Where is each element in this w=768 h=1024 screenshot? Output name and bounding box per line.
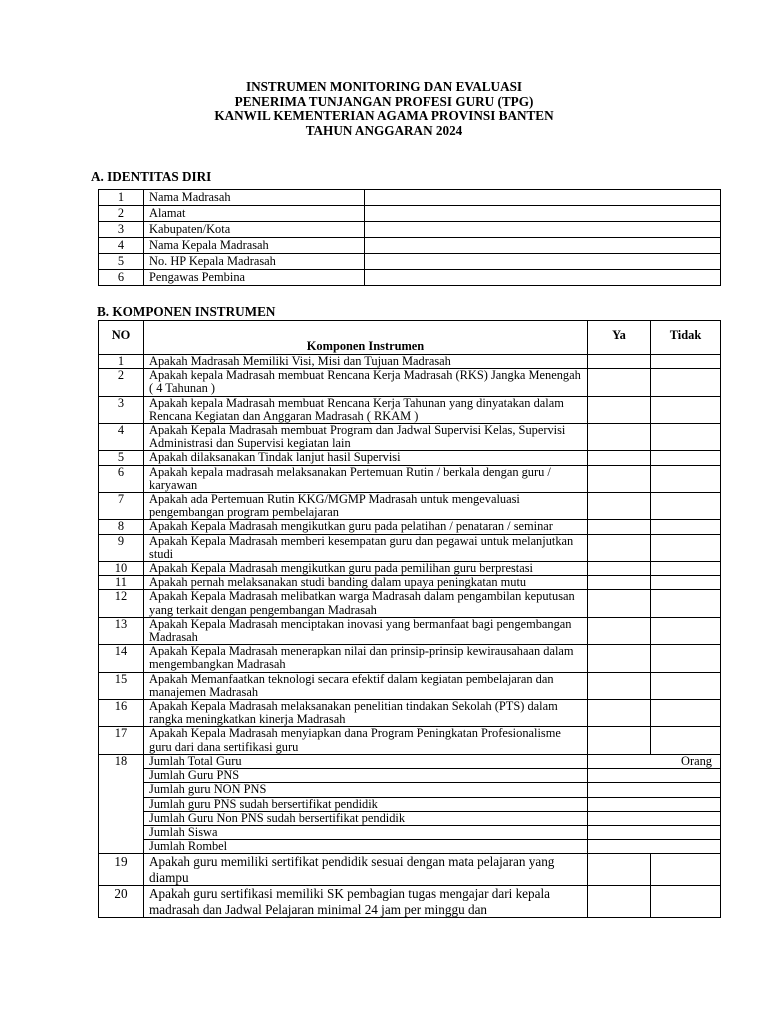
section-b-heading: B. KOMPONEN INSTRUMEN [97,304,276,319]
item-number: 7 [99,493,144,520]
item-number: 11 [99,576,144,590]
item-number: 4 [99,424,144,451]
ya-cell[interactable] [588,369,651,396]
ya-cell[interactable] [588,672,651,699]
tidak-cell[interactable] [651,396,721,423]
row-label: Nama Madrasah [144,190,365,206]
table-row [99,886,721,918]
ya-cell[interactable] [588,617,651,644]
item-question: Apakah guru sertifikasi memiliki SK pembagian tugas mengajar dari kepala madrasah dan Jadwal Pelajaran minimal 24 jam per minggu dan [144,886,588,918]
item-question: Apakah Kepala Madrasah mengikutkan guru pada pemilihan guru berprestasi [144,562,588,576]
tidak-cell[interactable] [651,465,721,492]
item-question: Apakah Kepala Madrasah mengikutkan guru pada pelatihan / penataran / seminar [144,520,588,534]
table-row [99,493,721,520]
count-value-field[interactable] [588,783,721,797]
item-number: 20 [99,886,144,918]
table-row [99,854,721,886]
title-line-1: INSTRUMEN MONITORING DAN EVALUASI [245,79,523,94]
item-question: Apakah Kepala Madrasah menerapkan nilai dan prinsip-prinsip kewirausahaan dalam mengembangkan Madrasah [144,645,588,672]
ya-cell[interactable] [588,562,651,576]
item-question: Apakah kepala madrasah melaksanakan Pertemuan Rutin / berkala dengan guru / karyawan [144,465,588,492]
ya-cell[interactable] [588,700,651,727]
item-question: Apakah Kepala Madrasah melibatkan warga Madrasah dalam pengambilan keputusan yang terkait dengan pengembangan Madrasah [144,590,588,617]
ya-cell[interactable] [588,465,651,492]
section-a-heading: A. IDENTITAS DIRI [91,169,212,184]
row-label: Kabupaten/Kota [144,222,365,238]
table-row [99,206,721,222]
table-row [99,465,721,492]
row-value-field[interactable] [365,206,721,222]
ya-cell[interactable] [588,355,651,369]
tidak-cell[interactable] [651,451,721,465]
ya-cell[interactable] [588,520,651,534]
item-question: Apakah pernah melaksanakan studi banding dalam upaya peningkatan mutu [144,576,588,590]
row-number: 1 [99,190,144,206]
item-number: 3 [99,396,144,423]
item-question: Apakah dilaksanakan Tindak lanjut hasil Supervisi [144,451,588,465]
item-number: 9 [99,534,144,561]
table-row [99,590,721,617]
count-label: Jumlah Rombel [144,840,588,854]
count-value-field[interactable] [588,825,721,839]
item-number: 10 [99,562,144,576]
tidak-cell[interactable] [651,493,721,520]
table-row [99,396,721,423]
item-question: Apakah Memanfaatkan teknologi secara efektif dalam kegiatan pembelajaran dan manajemen Madrasah [144,672,588,699]
count-value-field[interactable] [588,769,721,783]
table-row [99,727,721,754]
count-label: Jumlah Total Guru [144,754,588,768]
item-question: Apakah Kepala Madrasah membuat Program dan Jadwal Supervisi Kelas, Supervisi Administrasi dan Supervisi kegiatan lain [144,424,588,451]
item-number: 8 [99,520,144,534]
table-row [99,562,721,576]
row-number: 4 [99,238,144,254]
table-row [99,576,721,590]
tidak-cell[interactable] [651,854,721,886]
tidak-cell[interactable] [651,369,721,396]
item-number: 17 [99,727,144,754]
tidak-cell[interactable] [651,886,721,918]
count-label: Jumlah Siswa [144,825,588,839]
document-title [0,80,768,138]
tidak-cell[interactable] [651,700,721,727]
tidak-cell[interactable] [651,645,721,672]
item-question: Apakah Kepala Madrasah memberi kesempatan guru dan pegawai untuk melanjutkan studi [144,534,588,561]
row-label: Alamat [144,206,365,222]
item-question: Apakah Kepala Madrasah menyiapkan dana Program Peningkatan Profesionalisme guru dari dana sertifikasi guru [144,727,588,754]
row-value-field[interactable] [365,254,721,270]
item-number: 14 [99,645,144,672]
table-row [99,840,721,854]
count-label: Jumlah Guru Non PNS sudah bersertifikat pendidik [144,811,588,825]
item-number: 16 [99,700,144,727]
row-number: 5 [99,254,144,270]
title-line-4: TAHUN ANGGARAN 2024 [305,122,463,138]
item-number: 15 [99,672,144,699]
header-tidak: Tidak [651,321,721,355]
item-number: 2 [99,369,144,396]
instrumen-table [98,320,721,918]
item-question: Apakah Kepala Madrasah melaksanakan penelitian tindakan Sekolah (PTS) dalam rangka meningkatkan kinerja Madrasah [144,700,588,727]
table-row [99,754,721,768]
ya-cell[interactable] [588,854,651,886]
table-row [99,700,721,727]
table-row [99,254,721,270]
count-label: Jumlah guru PNS sudah bersertifikat pendidik [144,797,588,811]
count-value-field[interactable] [588,797,721,811]
header-komponen: Komponen Instrumen [144,321,588,355]
table-row [99,811,721,825]
ya-cell[interactable] [588,727,651,754]
row-label: Nama Kepala Madrasah [144,238,365,254]
tidak-cell[interactable] [651,520,721,534]
tidak-cell[interactable] [651,355,721,369]
ya-cell[interactable] [588,396,651,423]
row-value-field[interactable] [365,190,721,206]
table-row [99,270,721,286]
identitas-table [98,189,721,286]
item-question: Apakah Kepala Madrasah menciptakan inovasi yang bermanfaat bagi pengembangan Madrasah [144,617,588,644]
tidak-cell[interactable] [651,672,721,699]
ya-cell[interactable] [588,886,651,918]
table-row [99,355,721,369]
item-number: 1 [99,355,144,369]
row-number: 6 [99,270,144,286]
tidak-cell[interactable] [651,576,721,590]
row-value-field[interactable] [365,270,721,286]
tidak-cell[interactable] [651,424,721,451]
row-value-field[interactable] [365,238,721,254]
table-row [99,617,721,644]
table-row [99,222,721,238]
ya-cell[interactable] [588,451,651,465]
item-number: 5 [99,451,144,465]
tidak-cell[interactable] [651,562,721,576]
item-question: Apakah guru memiliki sertifikat pendidik sesuai dengan mata pelajaran yang diampu [144,854,588,886]
table-row [99,783,721,797]
header-ya: Ya [588,321,651,355]
count-value-field[interactable] [588,811,721,825]
table-row [99,825,721,839]
table-row [99,520,721,534]
table-row [99,238,721,254]
ya-cell[interactable] [588,493,651,520]
table-row [99,369,721,396]
row-label: No. HP Kepala Madrasah [144,254,365,270]
item-question: Apakah kepala Madrasah membuat Rencana Kerja Tahunan yang dinyatakan dalam Rencana Kegiatan dan Anggaran Madrasah ( RKAM ) [144,396,588,423]
table-row [99,769,721,783]
item-number: 18 [99,754,144,853]
ya-cell[interactable] [588,576,651,590]
tidak-cell[interactable] [651,534,721,561]
item-question: Apakah Madrasah Memiliki Visi, Misi dan Tujuan Madrasah [144,355,588,369]
ya-cell[interactable] [588,534,651,561]
table-row [99,424,721,451]
ya-cell[interactable] [588,645,651,672]
item-number: 13 [99,617,144,644]
tidak-cell[interactable] [651,727,721,754]
tidak-cell[interactable] [651,617,721,644]
ya-cell[interactable] [588,424,651,451]
row-value-field[interactable] [365,222,721,238]
item-number: 6 [99,465,144,492]
header-row [99,321,721,355]
tidak-cell[interactable] [651,590,721,617]
ya-cell[interactable] [588,590,651,617]
item-question: Apakah ada Pertemuan Rutin KKG/MGMP Madrasah untuk mengevaluasi pengembangan program pembelajaran [144,493,588,520]
table-row [99,797,721,811]
item-question: Apakah kepala Madrasah membuat Rencana Kerja Madrasah (RKS) Jangka Menengah ( 4 Tahunan ) [144,369,588,396]
table-row [99,451,721,465]
item-number: 12 [99,590,144,617]
table-row [99,190,721,206]
header-no: NO [99,321,144,355]
row-number: 3 [99,222,144,238]
count-value-field[interactable] [588,840,721,854]
table-row [99,645,721,672]
table-row [99,672,721,699]
row-number: 2 [99,206,144,222]
title-line-2: PENERIMA TUNJANGAN PROFESI GURU (TPG) [234,93,534,109]
title-line-3: KANWIL KEMENTERIAN AGAMA PROVINSI BANTEN [214,108,554,123]
table-row [99,534,721,561]
count-label: Jumlah Guru PNS [144,769,588,783]
count-unit: Orang [588,754,721,768]
item-number: 19 [99,854,144,886]
row-label: Pengawas Pembina [144,270,365,286]
count-label: Jumlah guru NON PNS [144,783,588,797]
